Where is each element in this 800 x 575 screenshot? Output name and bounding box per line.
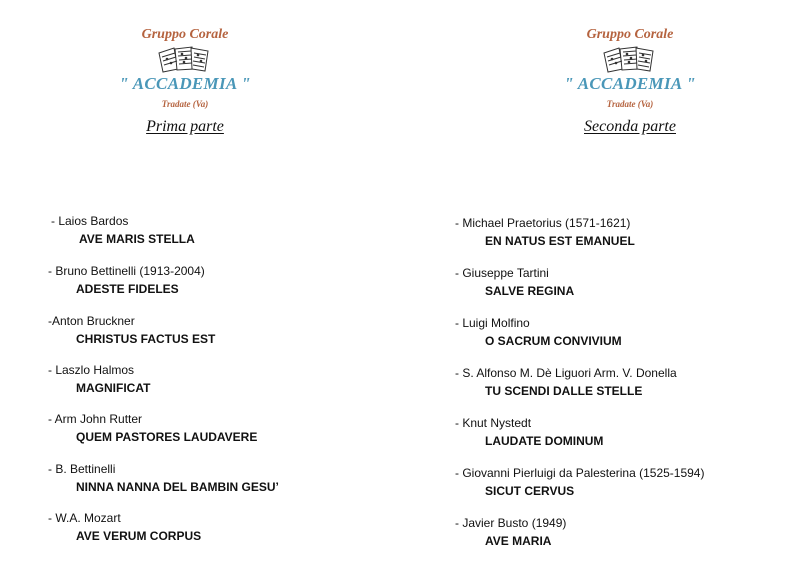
composer: - Bruno Bettinelli (1913-2004) <box>48 264 205 278</box>
composer: - Michael Praetorius (1571-1621) <box>455 216 631 230</box>
work-title: MAGNIFICAT <box>76 381 151 395</box>
work-title: EN NATUS EST EMANUEL <box>485 234 635 248</box>
list-item <box>48 264 205 297</box>
composer: - Giovanni Pierluigi da Palesterina (1525-1594) <box>455 466 705 480</box>
left-header <box>115 26 255 137</box>
work-title: AVE VERUM CORPUS <box>76 529 202 543</box>
part-title-first: Prima parte <box>146 118 224 135</box>
work-title: AVE MARIA <box>485 534 552 548</box>
choir-city: Tradate (Va) <box>161 99 209 109</box>
list-item <box>455 266 574 299</box>
composer: -Anton Bruckner <box>48 314 135 328</box>
composer: - Laszlo Halmos <box>48 363 135 377</box>
list-item <box>48 511 201 544</box>
work-title: QUEM PASTORES LAUDAVERE <box>76 430 258 444</box>
work-title: SALVE REGINA <box>485 284 575 298</box>
composer: - Knut Nystedt <box>455 416 532 430</box>
list-item <box>48 412 257 445</box>
work-title: NINNA NANNA DEL BAMBIN GESU’ <box>76 480 279 494</box>
list-item <box>455 366 677 399</box>
composer: - S. Alfonso M. Dè Liguori Arm. V. Donella <box>455 366 677 380</box>
work-title: CHRISTUS FACTUS EST <box>76 332 216 346</box>
list-item <box>455 466 704 499</box>
list-item <box>455 416 603 449</box>
composer: - B. Bettinelli <box>48 462 116 476</box>
composer: - Laios Bardos <box>51 214 129 228</box>
work-title: SICUT CERVUS <box>485 484 575 498</box>
list-item <box>455 316 622 349</box>
choir-title: " ACCADEMIA " <box>119 74 251 93</box>
second-part-column <box>400 0 800 575</box>
list-item <box>455 516 566 549</box>
list-item <box>48 363 150 396</box>
composer: - Giuseppe Tartini <box>455 266 549 280</box>
sheet-music-icon <box>601 45 659 73</box>
composer: - W.A. Mozart <box>48 511 121 525</box>
right-header <box>560 26 700 137</box>
choir-name: Gruppo Corale <box>586 27 674 42</box>
choir-title: " ACCADEMIA " <box>564 74 696 93</box>
work-title: AVE MARIS STELLA <box>79 232 195 246</box>
choir-name: Gruppo Corale <box>141 27 229 42</box>
part-title-second: Seconda parte <box>584 118 676 135</box>
composer: - Javier Busto (1949) <box>455 516 567 530</box>
list-item <box>51 214 195 247</box>
list-item <box>48 462 279 495</box>
work-title: LAUDATE DOMINUM <box>485 434 604 448</box>
work-title: TU SCENDI DALLE STELLE <box>485 384 643 398</box>
list-item <box>455 216 635 249</box>
work-title: ADESTE FIDELES <box>76 282 179 296</box>
choir-city: Tradate (Va) <box>606 99 654 109</box>
sheet-music-icon <box>156 45 214 73</box>
composer: - Luigi Molfino <box>455 316 530 330</box>
composer: - Arm John Rutter <box>48 412 143 426</box>
work-title: O SACRUM CONVIVIUM <box>485 334 622 348</box>
list-item <box>48 314 215 347</box>
